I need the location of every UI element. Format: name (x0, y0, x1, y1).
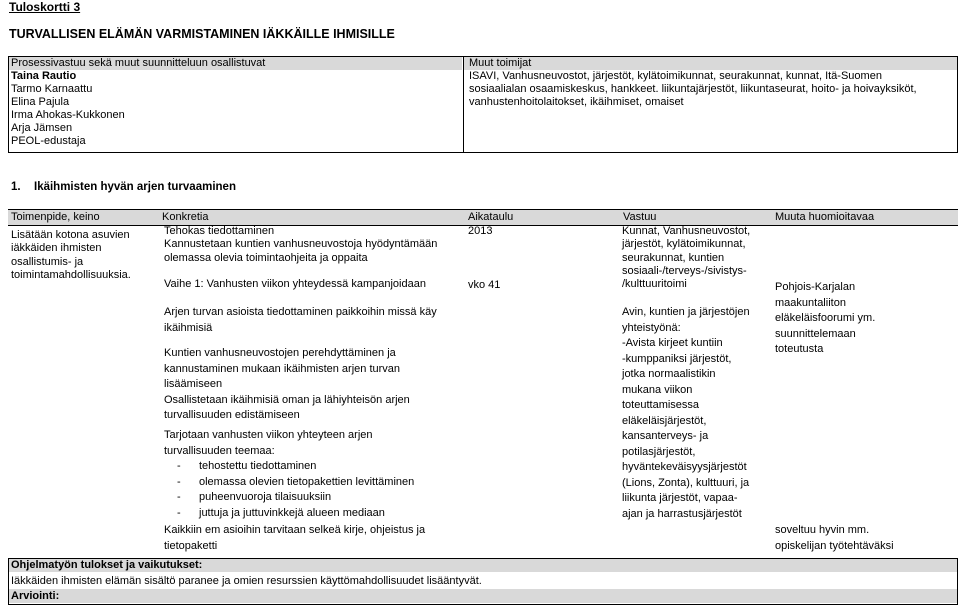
responsibility-line: toteuttamisessa (622, 399, 700, 411)
concrete-line: Kaikkiin em asioihin tarvitaan selkeä kirje, ohjeistus ja (164, 524, 426, 536)
dash-bullet: - (177, 506, 181, 519)
dash-item (164, 459, 414, 475)
person-name: Elina Pajula (11, 96, 70, 108)
responsibility-line: (Lions, Zonta), kulttuuri, ja (622, 476, 750, 489)
person-name: Arja Jämsen (11, 122, 73, 134)
info-divider (463, 57, 464, 152)
dash-text: tehostettu tiedottaminen (199, 460, 317, 472)
concrete-line: Tehokas tiedottaminen (164, 225, 275, 237)
outcomes-heading: Ohjelmatyön tulokset ja vaikutukset: (11, 559, 203, 571)
schedule-year: 2013 (468, 225, 493, 237)
evaluation-bg (9, 589, 957, 603)
person-name: Irma Ahokas-Kukkonen (11, 109, 125, 121)
notes-line: suunnittelemaan (775, 327, 856, 340)
outcomes-text: Iäkkäiden ihmisten elämän sisältö paranee ja omien resurssien käyttömahdollisuudet lisääntyvät. (11, 575, 482, 587)
concrete-line: Osallistetaan ikäihmisiä oman ja lähiyhteisön arjen (164, 393, 410, 406)
notes-block-1 (775, 280, 875, 358)
notes-line: maakuntaliiton (775, 296, 846, 309)
person-name: Tarmo Karnaattu (11, 83, 93, 95)
dash-item (164, 490, 414, 506)
concrete-line: turvallisuuden edistämiseen (164, 409, 300, 421)
actors-heading: Muut toimijat (469, 57, 532, 69)
section-number: 1. (11, 181, 21, 193)
section-title: Ikäihmisten hyvän arjen turvaaminen (34, 181, 236, 193)
concrete-block-2 (164, 278, 426, 291)
dash-bullet: - (177, 475, 181, 488)
actors-line: sosiaalialan osaamiskeskus, hankkeet. liikuntajärjestöt, liikuntaseurat, hoito- ja hoivayksiköt, (469, 83, 917, 95)
concrete-line: ikäihmisiä (164, 321, 213, 334)
notes-line: opiskelijan työtehtäväksi (775, 539, 894, 552)
notes-line: soveltuu hyvin mm. (775, 524, 870, 536)
responsibility-line: Kunnat, Vanhusneuvostot, (622, 225, 751, 237)
responsibility-line: potilasjärjestöt, (622, 445, 696, 458)
dash-item (164, 475, 414, 491)
responsibility-line: kansanterveys- ja (622, 430, 709, 442)
responsibility-line: jotka normaalistikin (622, 368, 716, 380)
header-notes: Muuta huomioitavaa (775, 211, 875, 223)
person-name: Taina Rautio (11, 70, 77, 82)
concrete-line: turvallisuuden teemaa: (164, 444, 275, 457)
dash-text: puheenvuoroja tilaisuuksiin (199, 491, 332, 503)
notes-line: eläkeläisfoorumi ym. (775, 312, 876, 324)
header-schedule: Aikataulu (468, 211, 514, 223)
measure-line: Lisätään kotona asuvien (11, 229, 130, 241)
responsibility-line: mukana viikon (622, 383, 693, 396)
measure-line: iäkkäiden ihmisten (11, 242, 102, 255)
responsibility-line: /kulttuuritoimi (622, 278, 687, 291)
dash-text: olemassa olevien tietopakettien levittäminen (199, 475, 415, 488)
evaluation-label: Arviointi: (11, 590, 60, 602)
header-measure: Toimenpide, keino (11, 211, 100, 223)
responsibility-line: järjestöt, kylätoimikunnat, (622, 238, 746, 251)
concrete-line: Arjen turvan asioista tiedottaminen paikkoihin missä käy (164, 306, 437, 318)
responsibility-line: yhteistyönä: (622, 321, 681, 334)
main-title: TURVALLISEN ELÄMÄN VARMISTAMINEN IÄKKÄILLE IHMISILLE (9, 27, 395, 41)
responsibility-line: sosiaali-/terveys-/sivistys- (622, 264, 747, 277)
responsibility-line: hyväntekeväisyysjärjestöt (622, 461, 747, 473)
concrete-line: Kannustetaan kuntien vanhusneuvostoja hyödyntämään (164, 238, 438, 251)
header-concrete: Konkretia (162, 211, 209, 223)
concrete-line: kannustaminen mukaan ikäihmisten arjen turvan (164, 362, 401, 375)
responsibility-line: liikunta järjestöt, vapaa- (622, 492, 738, 504)
responsibility-line: eläkeläisjärjestöt, (622, 414, 707, 427)
notes-line: Pohjois-Karjalan (775, 281, 856, 293)
concrete-block-3 (164, 305, 437, 336)
concrete-dash-list (164, 459, 414, 521)
responsible-heading: Prosessivastuu sekä muut suunnitteluun osallistuvat (11, 57, 266, 69)
dash-bullet: - (177, 460, 181, 472)
concrete-block-6 (164, 523, 425, 554)
responsibility-block-1 (622, 225, 750, 291)
measure-line: toimintamahdollisuuksia. (11, 268, 131, 281)
responsibility-line: ajan ja harrastusjärjestöt (622, 507, 742, 520)
notes-block-2 (775, 523, 894, 554)
concrete-line: lisäämiseen (164, 378, 223, 390)
actors-line: ISAVI, Vanhusneuvostot, järjestöt, kylätoimikunnat, seurakunnat, kunnat, Itä-Suomen (469, 70, 882, 82)
responsibility-line: seurakunnat, kuntien (622, 251, 725, 264)
measure-line: osallistumis- ja (11, 255, 84, 268)
concrete-line: olemassa olevia toimintaohjeita ja oppaita (164, 251, 368, 264)
dash-text: juttuja ja juttuvinkkejä alueen mediaan (199, 506, 385, 519)
responsibility-block-2 (622, 305, 750, 522)
measure-cell (11, 229, 131, 282)
concrete-line: Tarjotaan vanhusten viikon yhteyteen arjen (164, 429, 373, 441)
concrete-block-5 (164, 428, 373, 459)
concrete-line: tietopaketti (164, 539, 218, 552)
actors-block (469, 57, 917, 109)
actors-line: vanhustenhoitolaitokset, ikäihmiset, omaiset (469, 96, 684, 108)
card-title: Tuloskortti 3 (9, 0, 81, 14)
notes-line: toteutusta (775, 343, 824, 355)
header-responsibility: Vastuu (623, 211, 657, 223)
responsibility-line: Avin, kuntien ja järjestöjen (622, 306, 750, 318)
responsibility-line: -kumppaniksi järjestöt, (622, 352, 732, 365)
dash-item (164, 506, 414, 522)
concrete-block-4 (164, 346, 410, 424)
responsibility-line: -Avista kirjeet kuntiin (622, 337, 723, 349)
concrete-line: Kuntien vanhusneuvostojen perehdyttäminen ja (164, 347, 396, 359)
dash-bullet: - (177, 491, 181, 503)
responsible-block (11, 57, 265, 148)
schedule-week: vko 41 (468, 279, 501, 291)
concrete-line: Vaihe 1: Vanhusten viikon yhteydessä kampanjoidaan (164, 278, 426, 290)
person-name: PEOL-edustaja (11, 135, 86, 147)
concrete-block-1 (164, 225, 437, 265)
